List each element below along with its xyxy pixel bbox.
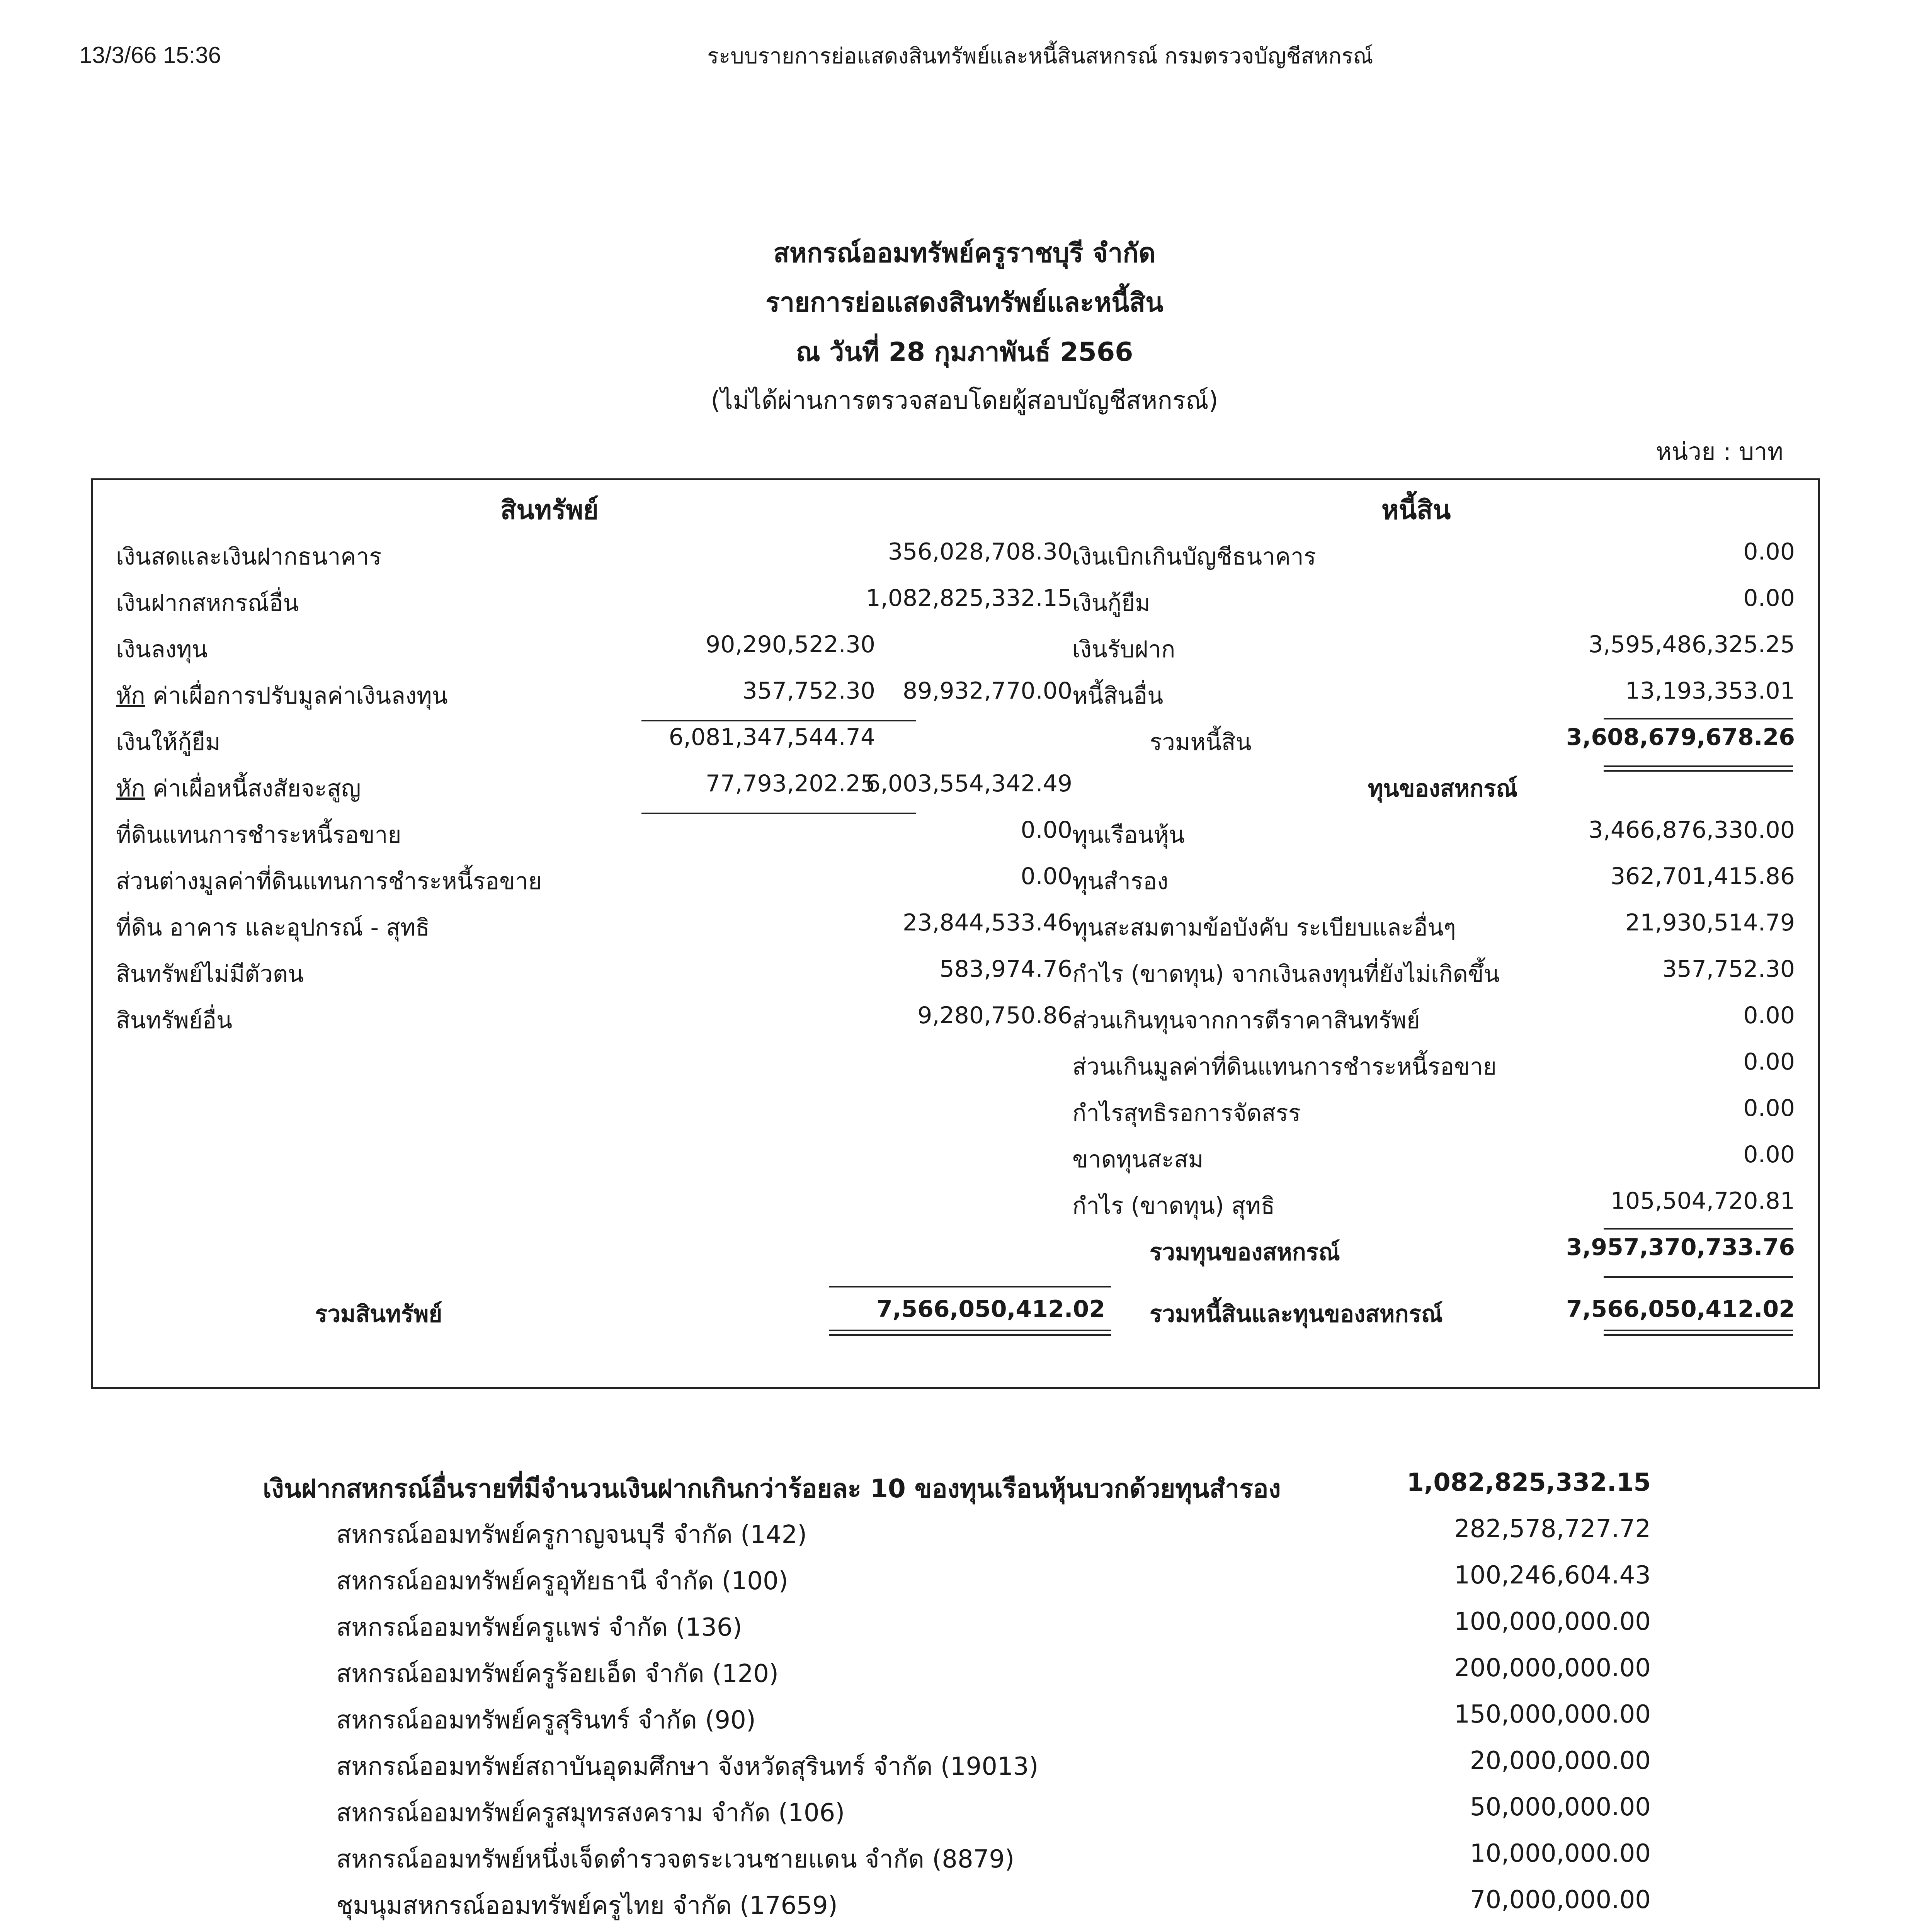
deduct-prefix: หัก	[116, 775, 145, 802]
asset-label: ที่ดินแทนการชำระหนี้รอขาย	[116, 821, 401, 849]
asset-label: ส่วนต่างมูลค่าที่ดินแทนการชำระหนี้รอขาย	[116, 868, 542, 895]
deposit-heading: เงินฝากสหกรณ์อื่นรายที่มีจำนวนเงินฝากเกินกว่าร้อยละ 10 ของทุนเรือนหุ้นบวกด้วยทุนสำรอง	[263, 1474, 1281, 1503]
deposit-label: สหกรณ์ออมทรัพย์สถาบันอุดมศึกษา จังหวัดสุรินทร์ จำกัด (19013)	[336, 1752, 1039, 1781]
deduct-prefix: หัก	[116, 682, 145, 709]
equity-value: 0.00	[1743, 1095, 1795, 1122]
total-assets-rule-1	[829, 1330, 1111, 1331]
report-title: รายการย่อแสดงสินทรัพย์และหนี้สิน	[765, 287, 1164, 318]
equity-value: 0.00	[1743, 1002, 1795, 1029]
asset-label: เงินให้กู้ยืม	[116, 729, 221, 756]
asset-label: เงินสดและเงินฝากธนาคาร	[116, 543, 382, 570]
unit-label: หน่วย : บาท	[1656, 437, 1783, 466]
equity-value: 105,504,720.81	[1610, 1187, 1795, 1214]
asset-label: สินทรัพย์ไม่มีตัวตน	[116, 961, 304, 988]
equity-value: 362,701,415.86	[1610, 863, 1795, 890]
equity-label: ส่วนเกินทุนจากการตีราคาสินทรัพย์	[1072, 1007, 1420, 1034]
assets-heading: สินทรัพย์	[500, 495, 599, 526]
asset-label: เงินลงทุน	[116, 636, 208, 663]
asset-label-text: ค่าเผื่อการปรับมูลค่าเงินลงทุน	[145, 682, 448, 709]
asset-total: 0.00	[1021, 863, 1072, 890]
equity-label: กำไรสุทธิรอการจัดสรร	[1072, 1100, 1301, 1127]
liab-total-rule-2	[1604, 770, 1793, 772]
total-assets-label: รวมสินทรัพย์	[315, 1301, 442, 1328]
asset-label	[116, 677, 448, 714]
liab-total-rule-1	[1604, 765, 1793, 767]
equity-label: ทุนเรือนหุ้น	[1072, 821, 1185, 849]
asset-label	[116, 770, 361, 807]
audit-note: (ไม่ได้ผ่านการตรวจสอบโดยผู้สอบบัญชีสหกรณ์)	[711, 386, 1218, 415]
equity-label: กำไร (ขาดทุน) จากเงินลงทุนที่ยังไม่เกิดขึ้น	[1072, 961, 1500, 988]
grand-total-value: 7,566,050,412.02	[1566, 1296, 1795, 1323]
equity-value: 3,466,876,330.00	[1588, 816, 1795, 844]
balance-sheet-box	[91, 478, 1820, 1389]
deposit-value: 70,000,000.00	[1470, 1886, 1651, 1914]
equity-heading: ทุนของสหกรณ์	[1368, 775, 1518, 802]
equity-label: ทุนสะสมตามข้อบังคับ ระเบียบและอื่นๆ	[1072, 914, 1456, 941]
subtotal-rule	[641, 813, 916, 814]
subtotal-rule	[641, 720, 916, 721]
asset-total: 1,082,825,332.15	[866, 585, 1072, 612]
deposit-heading-value: 1,082,825,332.15	[1407, 1468, 1651, 1497]
asset-total: 89,932,770.00	[903, 677, 1072, 704]
equity-label: ทุนสำรอง	[1072, 868, 1169, 895]
asset-subvalue: 90,290,522.30	[706, 631, 875, 658]
liability-label: เงินกู้ยืม	[1072, 590, 1150, 617]
equity-label: ส่วนเกินมูลค่าที่ดินแทนการชำระหนี้รอขาย	[1072, 1053, 1497, 1080]
equity-value: 0.00	[1743, 1048, 1795, 1075]
asset-total: 583,974.76	[939, 956, 1072, 983]
org-name: สหกรณ์ออมทรัพย์ครูราชบุรี จำกัด	[773, 238, 1156, 269]
equity-total-top-rule	[1604, 1228, 1793, 1230]
deposit-value: 282,578,727.72	[1454, 1515, 1651, 1543]
deposit-value: 150,000,000.00	[1454, 1700, 1651, 1729]
asset-total: 356,028,708.30	[888, 538, 1072, 565]
deposit-label: สหกรณ์ออมทรัพย์ครูสุรินทร์ จำกัด (90)	[336, 1706, 756, 1735]
total-liabilities-label: รวมหนี้สิน	[1150, 729, 1252, 756]
equity-value: 0.00	[1743, 1141, 1795, 1168]
asset-label-text: ค่าเผื่อหนี้สงสัยจะสูญ	[145, 775, 361, 802]
equity-value: 357,752.30	[1662, 956, 1795, 983]
asset-total: 0.00	[1021, 816, 1072, 844]
grand-total-label: รวมหนี้สินและทุนของสหกรณ์	[1150, 1301, 1443, 1328]
deposit-label: ชุมนุมสหกรณ์ออมทรัพย์ครูไทย จำกัด (17659)	[336, 1891, 838, 1920]
liab-total-top-rule	[1604, 718, 1793, 719]
liability-value: 3,595,486,325.25	[1588, 631, 1795, 658]
deposit-value: 100,246,604.43	[1454, 1561, 1651, 1590]
total-equity-value: 3,957,370,733.76	[1566, 1234, 1795, 1261]
liability-value: 0.00	[1743, 585, 1795, 612]
deposit-label: สหกรณ์ออมทรัพย์ครูแพร่ จำกัด (136)	[336, 1613, 742, 1642]
deposit-label: สหกรณ์ออมทรัพย์ครูกาญจนบุรี จำกัด (142)	[336, 1520, 807, 1549]
equity-total-rule	[1604, 1276, 1793, 1278]
asset-label: สินทรัพย์อื่น	[116, 1007, 233, 1034]
asset-total: 23,844,533.46	[903, 909, 1072, 936]
total-liabilities-value: 3,608,679,678.26	[1566, 724, 1795, 751]
liability-label: เงินเบิกเกินบัญชีธนาคาร	[1072, 543, 1316, 570]
asset-total: 6,003,554,342.49	[866, 770, 1072, 797]
asset-label: ที่ดิน อาคาร และอุปกรณ์ - สุทธิ	[116, 914, 430, 941]
grand-total-rule-2	[1604, 1334, 1793, 1336]
deposit-label: สหกรณ์ออมทรัพย์ครูสมุทรสงคราม จำกัด (106)	[336, 1799, 845, 1827]
deposit-value: 10,000,000.00	[1470, 1839, 1651, 1868]
liability-label: เงินรับฝาก	[1072, 636, 1175, 663]
deposit-label: สหกรณ์ออมทรัพย์ครูร้อยเอ็ด จำกัด (120)	[336, 1660, 779, 1688]
deposit-label: สหกรณ์ออมทรัพย์ครูอุทัยธานี จำกัด (100)	[336, 1567, 788, 1595]
liabilities-heading: หนี้สิน	[1381, 495, 1451, 526]
system-title: ระบบรายการย่อแสดงสินทรัพย์และหนี้สินสหกรณ์ กรมตรวจบัญชีสหกรณ์	[707, 44, 1373, 69]
deposit-label: สหกรณ์ออมทรัพย์หนึ่งเจ็ดตำรวจตระเวนชายแดน จำกัด (8879)	[336, 1845, 1015, 1874]
total-assets-top-rule	[829, 1286, 1111, 1287]
grand-total-rule-1	[1604, 1330, 1793, 1331]
deposit-value: 20,000,000.00	[1470, 1747, 1651, 1775]
deposit-value: 200,000,000.00	[1454, 1654, 1651, 1682]
deposit-value: 50,000,000.00	[1470, 1793, 1651, 1821]
total-equity-label: รวมทุนของสหกรณ์	[1150, 1239, 1340, 1266]
equity-value: 21,930,514.79	[1625, 909, 1795, 936]
print-datetime: 13/3/66 15:36	[79, 42, 221, 68]
equity-label: กำไร (ขาดทุน) สุทธิ	[1072, 1192, 1275, 1219]
asset-subvalue: 357,752.30	[742, 677, 875, 704]
asset-subvalue: 77,793,202.25	[706, 770, 875, 797]
report-date: ณ วันที่ 28 กุมภาพันธ์ 2566	[796, 337, 1133, 367]
liability-label: หนี้สินอื่น	[1072, 682, 1164, 709]
liability-value: 13,193,353.01	[1625, 677, 1795, 704]
deposit-value: 100,000,000.00	[1454, 1607, 1651, 1636]
total-assets-value: 7,566,050,412.02	[876, 1296, 1105, 1323]
asset-subvalue: 6,081,347,544.74	[669, 724, 875, 751]
asset-total: 9,280,750.86	[917, 1002, 1072, 1029]
equity-label: ขาดทุนสะสม	[1072, 1146, 1204, 1173]
asset-label: เงินฝากสหกรณ์อื่น	[116, 590, 299, 617]
total-assets-rule-2	[829, 1334, 1111, 1336]
liability-value: 0.00	[1743, 538, 1795, 565]
